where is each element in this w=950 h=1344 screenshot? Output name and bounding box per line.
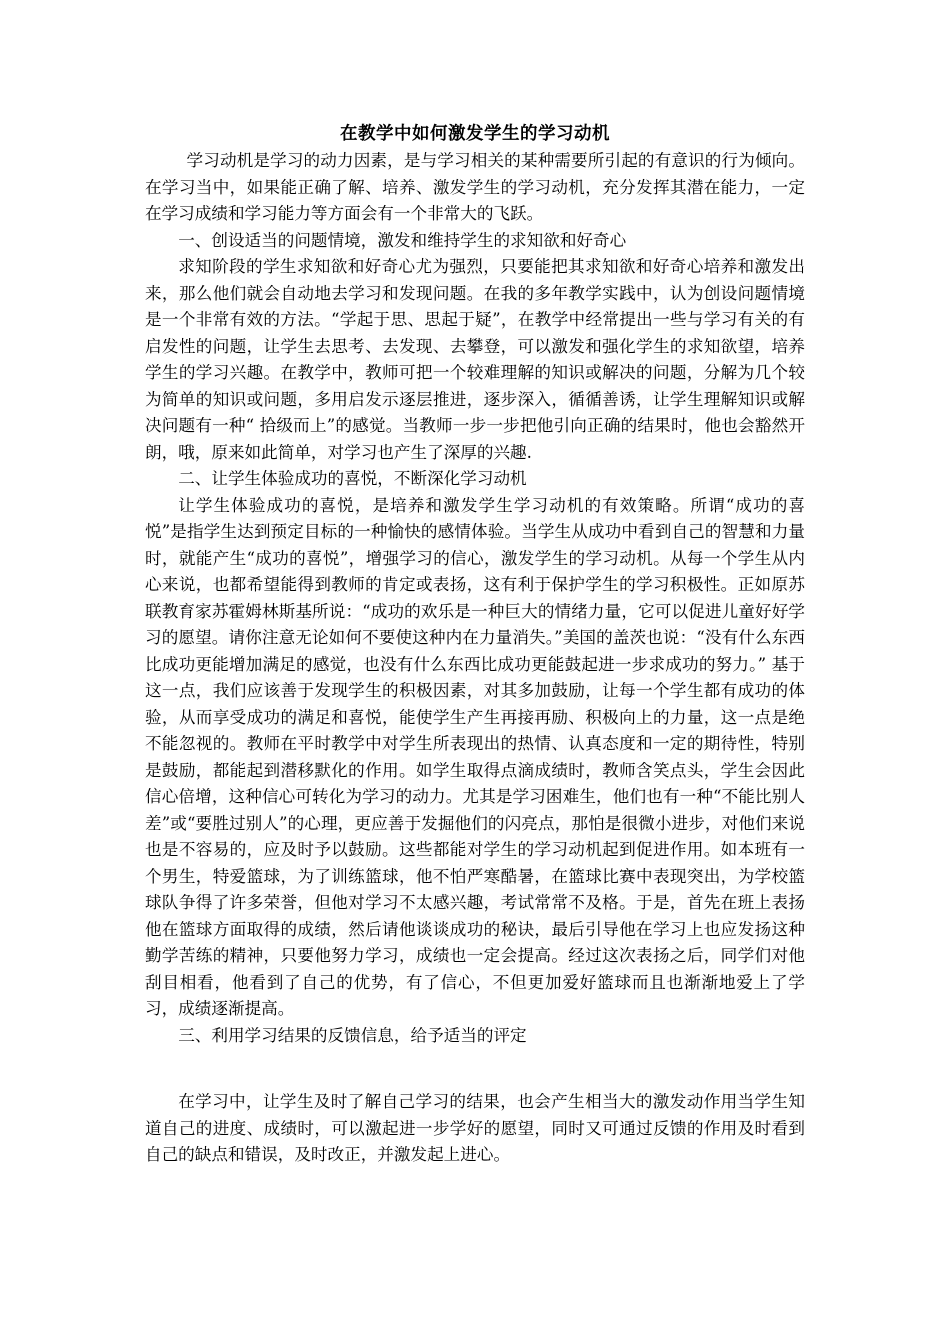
section-heading-1: 一、创设适当的问题情境，激发和维持学生的求知欲和好奇心 — [178, 230, 627, 250]
blank-line — [145, 1049, 805, 1089]
section-heading-3: 三、利用学习结果的反馈信息，给予适当的评定 — [178, 1025, 527, 1045]
document-title: 在教学中如何激发学生的学习动机 — [340, 124, 610, 144]
section-paragraph-3: 在学习中，让学生及时了解自己学习的结果，也会产生相当大的激发动作用当学生知道自己的进度、成绩时，可以激起进一步学好的愿望，同时又可通过反馈的作用及时看到自己的缺点和错误，及时改正，并激发起上进心。 — [145, 1092, 805, 1164]
section-paragraph-2: 让学生体验成功的喜悦，是培养和激发学生学习动机的有效策略。所谓“成功的喜悦”是指学生达到预定目标的一种愉快的感情体验。当学生从成功中看到自己的智慧和力量时，就能产生“成功的喜悦”，增强学习的信心，激发学生的学习动机。从每一个学生从内心来说，也都希望能得到教师的肯定或表扬，这有利于保护学生的学习积极性。正如原苏联教育家苏霍姆林斯基所说：“成功的欢乐是一种巨大的情绪力量，它可以促进儿童好好学习的愿望。请你注意无论如何不要使这种内在力量消失。”美国的盖茨也说：“没有什么东西比成功更能增加满足的感觉，也没有什么东西比成功更能鼓起进一步求成功的努力。” 基于这一点，我们应该善于发现学生的积极因素，对其多加鼓励，让每一个学生都有成功的体验，从而享受成功的满足和喜悦，能使学生产生再接再励、积极向上的力量，这一点是绝不能忽视的。教师在平时教学中对学生所表现出的热情、认真态度和一定的期待性，特别是鼓励，都能起到潜移默化的作用。如学生取得点滴成绩时，教师含笑点头，学生会因此信心倍增，这种信心可转化为学习的动力。尤其是学习困难生，他们也有一种“不能比别人差”或“要胜过别人”的心理，更应善于发掘他们的闪亮点，那怕是很微小进步，对他们来说也是不容易的，应及时予以鼓励。这些都能对学生的学习动机起到促进作用。如本班有一个男生，特爱篮球，为了训练篮球，他不怕严寒酷暑，在篮球比赛中表现突出，为学校篮球队争得了许多荣誉，但他对学习不太感兴趣，考试常常不及格。于是，首先在班上表扬他在篮球方面取得的成绩，然后请他谈谈成功的秘诀，最后引导他在学习上也应发扬这种勤学苦练的精神，只要他努力学习，成绩也一定会提高。经过这次表扬之后，同学们对他刮目相看，他看到了自己的优势，有了信心，不但更加爱好篮球而且也渐渐地爱上了学习，成绩逐渐提高。 — [145, 495, 805, 1018]
section-heading-2: 二、让学生体验成功的喜悦，不断深化学习动机 — [178, 469, 527, 488]
intro-paragraph: 学习动机是学习的动力因素，是与学习相关的某种需要所引起的有意识的行为倾向。在学习当中，如果能正确了解、培养、激发学生的学习动机，充分发挥其潜在能力，一定在学习成绩和学习能力等方面会有一个非常大的飞跃。 — [145, 151, 805, 223]
section-paragraph-1: 求知阶段的学生求知欲和好奇心尤为强烈，只要能把其求知欲和好奇心培养和激发出来，那么他们就会自动地去学习和发现问题。在我的多年教学实践中，认为创设问题情境是一个非常有效的方法。“学起于思、思起于疑”，在教学中经常提出一些与学习有关的有启发性的问题，让学生去思考、去发现、去攀登，可以激发和强化学生的求知欲望，培养学生的学习兴趣。在教学中，教师可把一个较难理解的知识或解决的问题，分解为几个较为简单的知识或问题，多用启发示逐层推进，逐步深入，循循善诱，让学生理解知识或解决问题有一种“ 拾级而上”的感觉。当教师一步一步把他引向正确的结果时，他也会豁然开朗，哦，原来如此简单，对学习也产生了深厚的兴趣. — [145, 257, 805, 462]
document-body — [145, 148, 805, 1169]
